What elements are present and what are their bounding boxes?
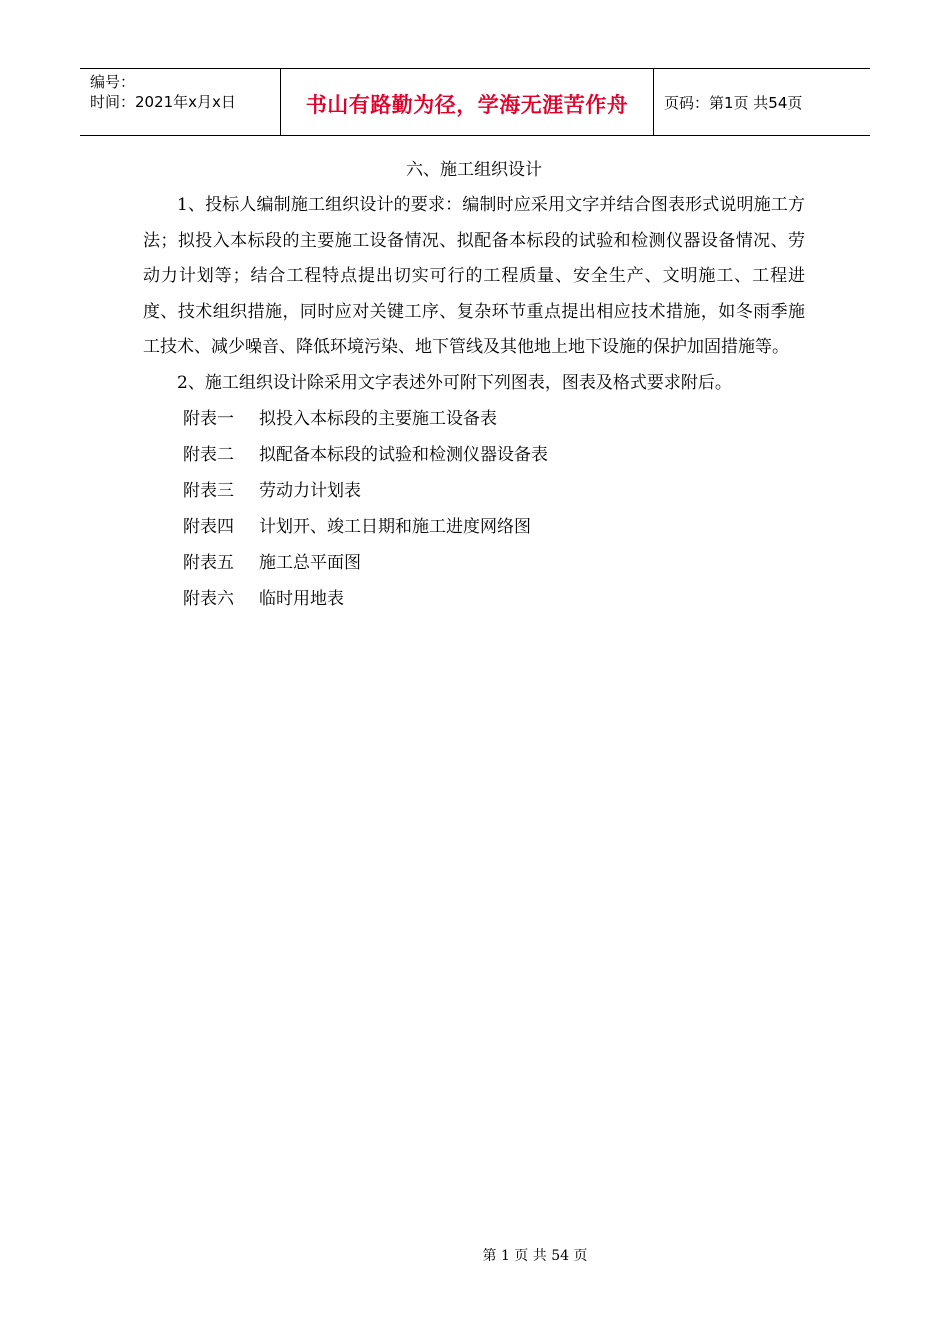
section-title: 六、施工组织设计 [406, 160, 542, 180]
attachment-number: 附表一 [183, 409, 234, 429]
attachment-item [143, 437, 805, 473]
attachment-number: 附表三 [183, 481, 234, 501]
header-meta [80, 69, 281, 135]
header-page-info: 页码：第1页 共54页 [664, 93, 803, 112]
paragraph-requirements: 1、投标人编制施工组织设计的要求：编制时应采用文字并结合图表形式说明施工方法；拟投入本标段的主要施工设备情况、拟配备本标段的试验和检测仪器设备情况、劳动力计划等；结合工程特点提出切实可行的工程质量、安全生产、文明施工、工程进度、技术组织措施，同时应对关键工序、复杂环节重点提出相应技术措施，如冬雨季施工技术、减少噪音、降低环境污染、地下管线及其他地上地下设施的保护加固措施等。 [143, 195, 805, 357]
attachment-item [143, 473, 805, 509]
document-time: 时间：2021年x月x日 [90, 93, 236, 111]
attachment-name: 施工总平面图 [259, 553, 361, 573]
attachment-name: 拟投入本标段的主要施工设备表 [259, 409, 497, 429]
attachment-item [143, 509, 805, 545]
attachment-item [143, 581, 805, 617]
attachment-name: 劳动力计划表 [259, 481, 361, 501]
header-page-cell [654, 69, 870, 135]
header-motto: 书山有路勤为径，学海无涯苦作舟 [305, 93, 629, 117]
attachment-name: 拟配备本标段的试验和检测仪器设备表 [259, 445, 548, 465]
attachment-item [143, 401, 805, 437]
attachment-item [143, 545, 805, 581]
attachment-name: 计划开、竣工日期和施工进度网络图 [259, 517, 531, 537]
page-footer: 第 1 页 共 54 页 [482, 1248, 588, 1264]
attachment-number: 附表六 [183, 589, 234, 609]
attachment-number: 附表五 [183, 553, 234, 573]
document-code-label: 编号： [90, 73, 136, 91]
page-header [80, 68, 870, 136]
document-body [143, 152, 805, 617]
paragraph-attachments-intro: 2、施工组织设计除采用文字表述外可附下列图表，图表及格式要求附后。 [177, 372, 732, 393]
attachment-number: 附表四 [183, 517, 234, 537]
header-motto-cell [281, 69, 654, 135]
attachment-name: 临时用地表 [259, 589, 344, 609]
attachment-number: 附表二 [183, 445, 234, 465]
